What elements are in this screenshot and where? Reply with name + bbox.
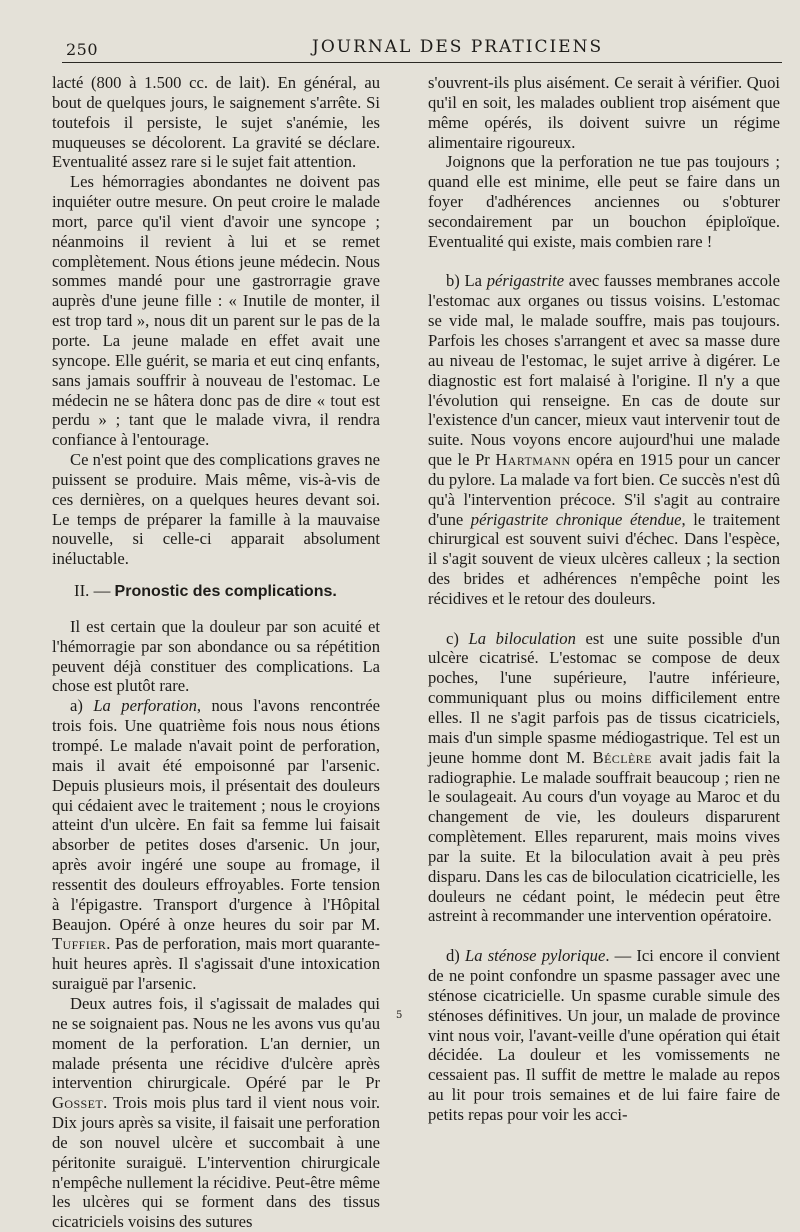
text-run: avait jadis fait la radiographie. Le malade souffrait beaucoup ; rien ne le soulageait. Au cours d'un voyage au Maroc et du changement de vie, les douleurs disparurent complètement. Elles reparurent, mais moins vives par la suite. Et la biloculation avait à peu près disparu. Dans les cas de biloculation cicatricielle, les douleurs ne cédant point, le médecin peut être astreint à recommander une intervention opératoire. [428, 747, 780, 926]
text-run: opéra en 1915 pour un cancer du pylore. La malade va fort bien. Ce succès n'est dû qu'à l'intervention précoce. S'il s'agit au contraire d'une [428, 450, 780, 529]
text-run: . Trois mois plus tard il vient nous voir. Dix jours après sa visite, il faisait une perforation de son nouvel ulcère et succombait à une péritonite suraiguë. L'intervention chirurgicale n'empêche nullement la récidive. Peut-être même les ulcères qui se forment dans des tissus cicatriciels voisins des sutures [52, 1093, 380, 1232]
text-run: , nous l'avons rencontrée trois fois. Une quatrième fois nous nous étions trompé. Le malade n'avait point de perforation, mais il avait été empoisonné par l'arsenic. Depuis plusieurs mois, il présentait des douleurs qui cédaient avec le traitement ; nous le croyions atteint d'un ulcère. En fait sa femme lui faisait absorber de petites doses d'arsenic. Un jour, après avoir ingéré une soupe au fromage, il ressentit des douleurs effroyables. Forte tension à l'épigastre. Transport d'urgence à l'Hôpital Beaujon. Opéré à onze heures du soir par M. [52, 696, 380, 934]
item-title: La sténose pylorique [465, 946, 606, 966]
paragraph: Les hémorragies abondantes ne doivent pas inquiéter outre mesure. On peut croire le malade mort, parce qu'il vient d'avoir une syncope ; néanmoins il revient à lui et se remet complètement. Nous étions jeune médecin. Nous sommes mandé pour une gastrorragie grave auprès d'une jeune fille : « Inutile de monter, il est trop tard », nous dit un parent sur le pas de la porte. La jeune malade en effet avait une syncope. Elle guérit, se maria et eut cinq enfants, sans jamais souffrir à nouveau de l'estomac. Le médecin ne se hâtera donc pas de dire « tout est perdu » ; tant que le malade vivra, il rendra confiance à l'entourage. [52, 172, 380, 450]
paragraph: Il est certain que la douleur par son acuité et l'hémorragie par son abondance ou sa répétition peuvent déjà constituer des complications. La chose est plutôt rare. [52, 616, 380, 696]
header-rule [62, 62, 782, 63]
item-title: La perforation [93, 696, 197, 716]
item-label: c) [446, 628, 469, 648]
item-label: a) [70, 696, 94, 716]
paragraph: Ce n'est point que des complications graves ne puissent se produire. Mais même, vis-à-vis de ces dernières, on a quelques heures devant soi. Le temps de préparer la famille à la mauvaise nouvelle, si celle-ci apparait absolument inéluctable. [52, 450, 380, 569]
text-run: . Pas de perforation, mais mort quarante-huit heures après. Il s'agissait d'une intoxication suraiguë par l'arsenic. [52, 934, 380, 994]
section-title: Pronostic des complications. [114, 583, 337, 601]
running-header [0, 0, 800, 72]
text-run: . — Ici encore il convient de ne point confondre un spasme passager avec une sténose cicatricielle. Un spasme curable simule des sténoses définitives. Un jour, un malade de province vint nous voir, l'avant-veille d'une opération qui était décidée. La douleur et les vomissements ne cessaient pas. Il suffit de mettre le malade au repos au lit pour trois semaines et de lui faire faire de petits repas pour voir les acci- [428, 946, 780, 1124]
person-name: Gosset [52, 1093, 104, 1113]
section-number: II. — [74, 581, 115, 601]
person-name: Béclère [592, 747, 652, 767]
text-run: Deux autres fois, il s'agissait de malades qui ne se soignaient pas. Nous ne les avons vus qu'au moment de la perforation. L'an dernier, un malade présenta une récidive d'ulcère après intervention chirurgicale. Opéré par le Pr [52, 993, 380, 1093]
item-label: d) [446, 946, 465, 966]
right-column [428, 73, 780, 1125]
person-name: Hartmann [495, 450, 571, 470]
section-heading [52, 581, 380, 602]
paragraph [428, 946, 780, 1125]
paragraph: lacté (800 à 1.500 cc. de lait). En général, au bout de quelques jours, le saignement s'arrête. Si toutefois il persiste, le sujet s'anémie, les muqueuses se décolorent. La gravité se déclare. Eventualité assez rare si le sujet fait attention. [52, 73, 380, 172]
page-number: 250 [66, 40, 99, 59]
footer-mark: 5 [396, 1010, 403, 1021]
item-title: La biloculation [468, 628, 576, 648]
paragraph [52, 696, 380, 994]
paragraph [428, 629, 780, 927]
left-column [52, 73, 380, 1232]
text-run: est une suite possible d'un ulcère cicatrisé. L'estomac se compose de deux poches, l'une supérieure, l'autre inférieure, communiquant plus ou moins difficilement entre elles. Il ne s'agit parfois pas de tissus cicatriciels, mais d'un simple spasme médiogastrique. Tel est un jeune homme dont M. [428, 628, 780, 767]
item-label: b) La [446, 271, 487, 291]
text-run: avec fausses membranes accole l'estomac aux organes ou tissus voisins. L'estomac se vide mal, le malade souffre, mais pas toujours. Parfois les choses s'arrangent et avec sa masse dure au niveau de l'estomac, le sujet arrive à digérer. Le diagnostic est fort malaisé à l'origine. Il n'y a que l'évolution qui renseigne. En cas de doute sur l'existence d'un cancer, mieux vaut intervenir tout de suite. Nous voyons encore aujourd'hui une malade que le Pr [428, 271, 780, 470]
paragraph [52, 994, 380, 1232]
text-run: , le traitement chirurgical est souvent suivi d'échec. Dans l'espèce, il s'agit souvent de vieux ulcères calleux ; la section des brides et adhérences n'empêche point les récidives et le retour des douleurs. [428, 509, 780, 608]
paragraph [428, 271, 780, 608]
person-name: Tuffier [52, 934, 107, 954]
item-title: périgastrite [486, 271, 565, 291]
journal-title: JOURNAL DES PRATICIENS [312, 37, 604, 57]
paragraph: s'ouvrent-ils plus aisément. Ce serait à vérifier. Quoi qu'il en soit, les malades oublient trop aisément que même opérés, ils doivent suivre un régime alimentaire rigoureux. [428, 73, 780, 152]
paragraph: Joignons que la perforation ne tue pas toujours ; quand elle est minime, elle peut se faire dans un foyer d'adhérences anciennes ou s'obturer secondairement par un bouchon épiploïque. Eventualité qui existe, mais combien rare ! [428, 152, 780, 251]
italic-term: périgastrite chronique étendue [470, 509, 682, 529]
